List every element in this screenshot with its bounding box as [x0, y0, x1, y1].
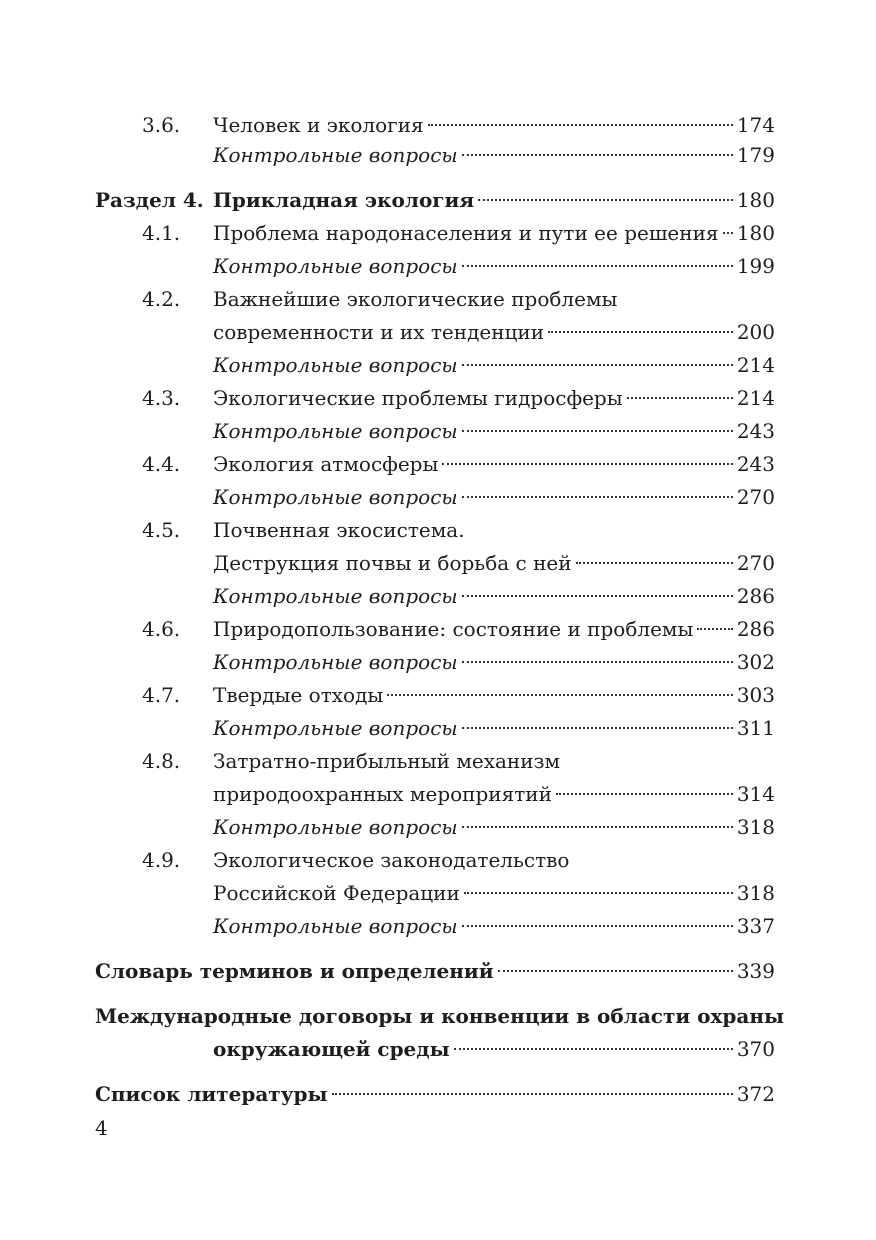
- entry-number: 4.1.: [142, 221, 181, 245]
- entry-page: 286: [736, 617, 775, 641]
- toc-entry[interactable]: [95, 139, 775, 172]
- entry-number: 4.4.: [142, 452, 181, 476]
- toc-entry[interactable]: [95, 679, 775, 712]
- dot-leader: [627, 397, 733, 399]
- toc-entry[interactable]: [95, 448, 775, 481]
- dot-leader: [462, 661, 733, 663]
- entry-title: Экологические проблемы гидросферы: [213, 386, 623, 410]
- toc-entry[interactable]: [95, 580, 775, 613]
- entry-page: 270: [736, 551, 775, 575]
- entry-page: 200: [736, 320, 775, 344]
- entry-title-line2: окружающей среды: [213, 1037, 450, 1061]
- dot-leader: [462, 265, 733, 267]
- entry-page: 270: [736, 485, 775, 509]
- dot-leader: [428, 124, 733, 126]
- entry-title: Контрольные вопросы: [213, 485, 458, 509]
- entry-title: Контрольные вопросы: [213, 914, 458, 938]
- entry-page: 286: [736, 584, 775, 608]
- entry-number: 4.8.: [142, 749, 181, 773]
- dot-leader: [462, 826, 733, 828]
- toc-entry[interactable]: [95, 415, 775, 448]
- entry-number: 4.6.: [142, 617, 181, 641]
- entry-title: Контрольные вопросы: [213, 143, 458, 167]
- entry-title: Человек и экология: [213, 113, 424, 137]
- toc-entry[interactable]: [95, 250, 775, 283]
- dot-leader: [462, 154, 733, 156]
- entry-number: 4.2.: [142, 287, 181, 311]
- entry-page: 243: [736, 452, 775, 476]
- toc-entry[interactable]: [95, 283, 775, 316]
- toc-entry[interactable]: [95, 844, 775, 877]
- entry-title-line2: современности и их тенденции: [213, 320, 545, 344]
- entry-page: 302: [736, 650, 775, 674]
- entry-page: 199: [736, 254, 775, 278]
- dot-leader: [462, 430, 733, 432]
- toc-entry[interactable]: [95, 112, 775, 139]
- dot-leader: [462, 727, 733, 729]
- entry-title-line1: Почвенная экосистема.: [213, 518, 465, 542]
- entry-title: Экология атмосферы: [213, 452, 439, 476]
- toc-section-heading[interactable]: [95, 184, 775, 217]
- entry-title-line2: Российской Федерации: [213, 881, 460, 905]
- dot-leader: [462, 496, 733, 498]
- entry-title: Природопользование: состояние и проблемы: [213, 617, 694, 641]
- entry-page: 339: [736, 959, 775, 983]
- section-number: Раздел 4.: [95, 188, 204, 212]
- entry-page: 318: [736, 815, 775, 839]
- toc-entry[interactable]: [95, 514, 775, 547]
- entry-title: Прикладная экология: [213, 188, 475, 212]
- entry-title: Контрольные вопросы: [213, 716, 458, 740]
- dot-leader: [462, 595, 733, 597]
- entry-title: Проблема народонаселения и пути ее решения: [213, 221, 719, 245]
- entry-number: 4.5.: [142, 518, 181, 542]
- entry-page: 214: [736, 386, 775, 410]
- entry-title: Контрольные вопросы: [213, 419, 458, 443]
- entry-title-line1: Затратно-прибыльный механизм: [213, 749, 561, 773]
- entry-page: 311: [736, 716, 775, 740]
- toc-entry[interactable]: [95, 217, 775, 250]
- toc-entry-continuation[interactable]: [95, 316, 775, 349]
- dot-leader: [548, 331, 733, 333]
- entry-title: Контрольные вопросы: [213, 254, 458, 278]
- dot-leader: [498, 970, 733, 972]
- entry-title: Список литературы: [95, 1082, 328, 1106]
- entry-title: Словарь терминов и определений: [95, 959, 494, 983]
- dot-leader: [478, 199, 733, 201]
- entry-page: 174: [736, 113, 775, 137]
- toc-entry[interactable]: [95, 481, 775, 514]
- toc-section-heading[interactable]: [95, 955, 775, 988]
- entry-title-line1: Международные договоры и конвенции в области охраны: [95, 1004, 785, 1028]
- entry-title-line1: Экологическое законодательство: [213, 848, 570, 872]
- entry-number: 4.7.: [142, 683, 181, 707]
- entry-number: 3.6.: [142, 113, 181, 137]
- toc-entry[interactable]: [95, 646, 775, 679]
- page-number: 4: [95, 1116, 108, 1140]
- dot-leader: [464, 892, 733, 894]
- entry-title: Контрольные вопросы: [213, 584, 458, 608]
- entry-page: 370: [736, 1037, 775, 1061]
- toc-entry[interactable]: [95, 811, 775, 844]
- entry-page: 180: [736, 221, 775, 245]
- dot-leader: [576, 562, 733, 564]
- toc-entry-continuation[interactable]: [95, 778, 775, 811]
- dot-leader: [697, 628, 732, 630]
- entry-page: 179: [736, 143, 775, 167]
- entry-page: 337: [736, 914, 775, 938]
- table-of-contents: [95, 112, 785, 1111]
- toc-entry[interactable]: [95, 712, 775, 745]
- entry-title: Контрольные вопросы: [213, 815, 458, 839]
- entry-number: 4.9.: [142, 848, 181, 872]
- dot-leader: [462, 925, 733, 927]
- dot-leader: [387, 694, 732, 696]
- toc-entry[interactable]: [95, 382, 775, 415]
- dot-leader: [723, 232, 733, 234]
- entry-page: 372: [736, 1082, 775, 1106]
- dot-leader: [442, 463, 732, 465]
- entry-page: 180: [736, 188, 775, 212]
- entry-page: 303: [736, 683, 775, 707]
- toc-entry-continuation[interactable]: [95, 877, 775, 910]
- entry-page: 243: [736, 419, 775, 443]
- entry-page: 318: [736, 881, 775, 905]
- toc-entry[interactable]: [95, 910, 775, 943]
- toc-section-heading[interactable]: [95, 1000, 785, 1033]
- entry-title: Контрольные вопросы: [213, 650, 458, 674]
- entry-title: Твердые отходы: [213, 683, 384, 707]
- dot-leader: [332, 1093, 733, 1095]
- toc-entry[interactable]: [95, 745, 775, 778]
- entry-title-line1: Важнейшие экологические проблемы: [213, 287, 618, 311]
- entry-title: Контрольные вопросы: [213, 353, 458, 377]
- toc-entry-continuation[interactable]: [95, 1033, 775, 1066]
- dot-leader: [454, 1048, 733, 1050]
- entry-title-line2: Деструкция почвы и борьба с ней: [213, 551, 572, 575]
- entry-page: 214: [736, 353, 775, 377]
- entry-number: 4.3.: [142, 386, 181, 410]
- dot-leader: [462, 364, 733, 366]
- toc-section-heading[interactable]: [95, 1078, 775, 1111]
- dot-leader: [556, 793, 733, 795]
- toc-entry[interactable]: [95, 613, 775, 646]
- entry-title-line2: природоохранных мероприятий: [213, 782, 552, 806]
- entry-page: 314: [736, 782, 775, 806]
- toc-entry[interactable]: [95, 349, 775, 382]
- toc-entry-continuation[interactable]: [95, 547, 775, 580]
